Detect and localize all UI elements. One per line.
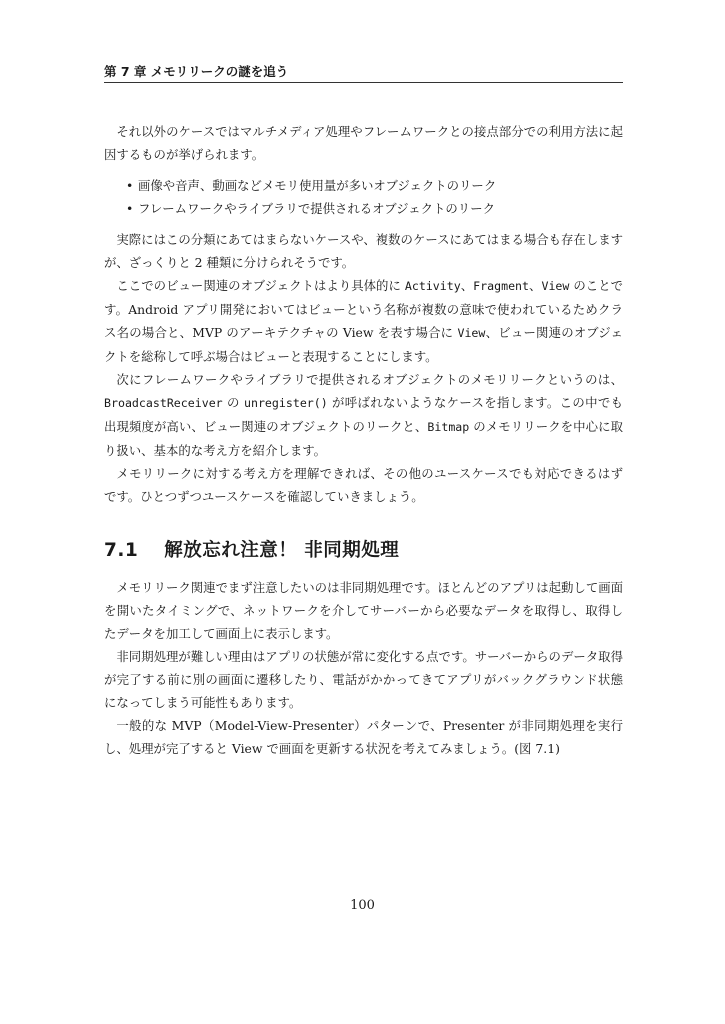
intro-paragraph-4 bbox=[104, 368, 623, 462]
section-paragraph-1: メモリリーク関連でまず注意したいのは非同期処理です。ほとんどのアプリは起動して画面を開いたタイミングで、ネットワークを介してサーバーから必要なデータを取得し、取得したデータを加工して画面上に表示します。 bbox=[104, 580, 623, 641]
p3-text-b: 、 bbox=[460, 278, 474, 293]
code-unregister: unregister() bbox=[243, 396, 328, 410]
page-body bbox=[104, 120, 623, 760]
code-view: View bbox=[541, 279, 570, 293]
section-number: 7.1 bbox=[104, 540, 139, 561]
header-rule bbox=[104, 82, 623, 83]
intro-paragraph-1: それ以外のケースではマルチメディア処理やフレームワークとの接点部分での利用方法に起因するものが挙げられます。 bbox=[104, 124, 623, 162]
p4-text-d: のメモリリークを中心に取り扱い、基本的な考え方を紹介します。 bbox=[104, 419, 623, 458]
code-activity: Activity bbox=[404, 279, 461, 293]
intro-paragraph-5: メモリリークに対する考え方を理解できれば、その他のユースケースでも対応できるはずです。ひとつずつユースケースを確認していきましょう。 bbox=[104, 466, 623, 504]
bullet-list bbox=[104, 174, 623, 220]
intro-paragraph-3 bbox=[104, 274, 623, 368]
code-view-2: View bbox=[457, 326, 486, 340]
bullet-item-1: • 画像や音声、動画などメモリ使用量が多いオブジェクトのリーク bbox=[104, 174, 623, 197]
p3-text-e: 、ビュー関連のオブジェクトを総称して呼ぶ場合はビューと表現することにします。 bbox=[104, 325, 624, 364]
page-number: 100 bbox=[350, 898, 375, 913]
p4-text-b: の bbox=[222, 395, 244, 410]
section-paragraph-3: 一般的な MVP（Model-View-Presenter）パターンで、Presenter が非同期処理を実行し、処理が完了すると View で画面を更新する状況を考えてみましょう。(図 7.1) bbox=[104, 718, 623, 756]
p3-text-c: 、 bbox=[529, 278, 542, 293]
code-bitmap: Bitmap bbox=[427, 420, 470, 434]
chapter-running-header: 第 7 章 メモリリークの謎を追う bbox=[104, 64, 289, 79]
section-title: 解放忘れ注意！ 非同期処理 bbox=[164, 540, 400, 561]
bullet-item-2: • フレームワークやライブラリで提供されるオブジェクトのリーク bbox=[104, 197, 623, 220]
p4-text-c: が呼ばれないようなケースを指します。この中でも出現頻度が高い、ビュー関連のオブジェクトのリークと、 bbox=[104, 395, 623, 434]
p3-text-d: のことです。Android アプリ開発においてはビューという名称が複数の意味で使われているためクラス名の場合と、MVP のアーキテクチャの View を表す場合に bbox=[104, 278, 624, 340]
section-paragraph-2: 非同期処理が難しい理由はアプリの状態が常に変化する点です。サーバーからのデータ取得が完了する前に別の画面に遷移したり、電話がかかってきてアプリがバックグラウンド状態になってしまう可能性もあります。 bbox=[104, 649, 623, 710]
p3-text-a: ここでのビュー関連のオブジェクトはより具体的に bbox=[116, 278, 405, 293]
intro-paragraph-2: 実際にはこの分類にあてはまらないケースや、複数のケースにあてはまる場合も存在しますが、ざっくりと 2 種類に分けられそうです。 bbox=[104, 232, 623, 270]
section-heading bbox=[104, 538, 623, 564]
code-broadcast-receiver: BroadcastReceiver bbox=[104, 396, 223, 410]
code-fragment: Fragment bbox=[473, 279, 530, 293]
p4-text-a: 次にフレームワークやライブラリで提供されるオブジェクトのメモリリークというのは、 bbox=[116, 372, 623, 387]
